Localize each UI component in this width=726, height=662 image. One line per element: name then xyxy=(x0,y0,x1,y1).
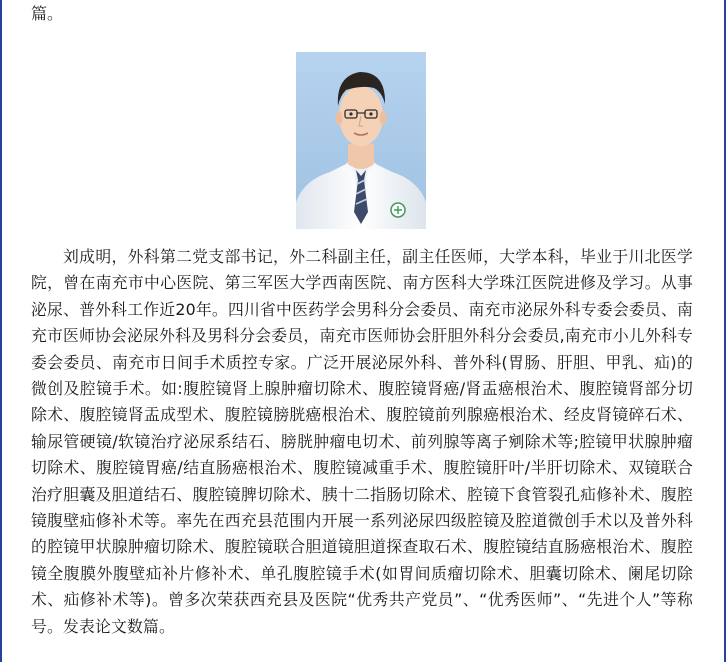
doctor-portrait-photo xyxy=(296,52,426,229)
previous-paragraph-tail: 篇。 xyxy=(31,4,64,23)
portrait-photo-icon xyxy=(296,52,426,229)
doctor-biography: 刘成明，外科第二党支部书记，外二科副主任，副主任医师，大学本科，毕业于川北医学院，曾在南充市中心医院、第三军医大学西南医院、南方医科大学珠江医院进修及学习。从事泌尿、普外科工作近20年。四川省中医药学会男科分会委员、南充市泌尿外科专委会委员、南充市医师协会泌尿外科及男科分会委员，南充市医师协会肝胆外科分会委员,南充市小儿外科专委会委员、南充市日间手术质控专家。广泛开展泌尿外科、普外科(胃肠、肝胆、甲乳、疝)的微创及腔镜手术。如:腹腔镜肾上腺肿瘤切除术、腹腔镜肾癌/肾盂癌根治术、腹腔镜肾部分切除术、腹腔镜肾盂成型术、腹腔镜膀胱癌根治术、腹腔镜前列腺癌根治术、经皮肾镜碎石术、输尿管硬镜/软镜治疗泌尿系结石、膀胱肿瘤电切术、前列腺等离子剜除术等;腔镜甲状腺肿瘤切除术、腹腔镜胃癌/结直肠癌根治术、腹腔镜减重手术、腹腔镜肝叶/半肝切除术、双镜联合治疗胆囊及胆道结石、腹腔镜脾切除术、胰十二指肠切除术、腔镜下食管裂孔疝修补术、腹腔镜腹壁疝修补术等。率先在西充县范围内开展一系列泌尿四级腔镜及腔道微创手术以及普外科的腔镜甲状腺肿瘤切除术、腹腔镜联合胆道镜胆道探查取石术、腹腔镜结直肠癌根治术、腹腔镜全腹膜外腹壁疝补片修补术、单孔腹腔镜手术(如胃间质瘤切除术、胆囊切除术、阑尾切除术、疝修补术等)。曾多次荣获西充县及医院“优秀共产党员”、“优秀医师”、“先进个人”等称号。发表论文数篇。 xyxy=(31,247,693,636)
